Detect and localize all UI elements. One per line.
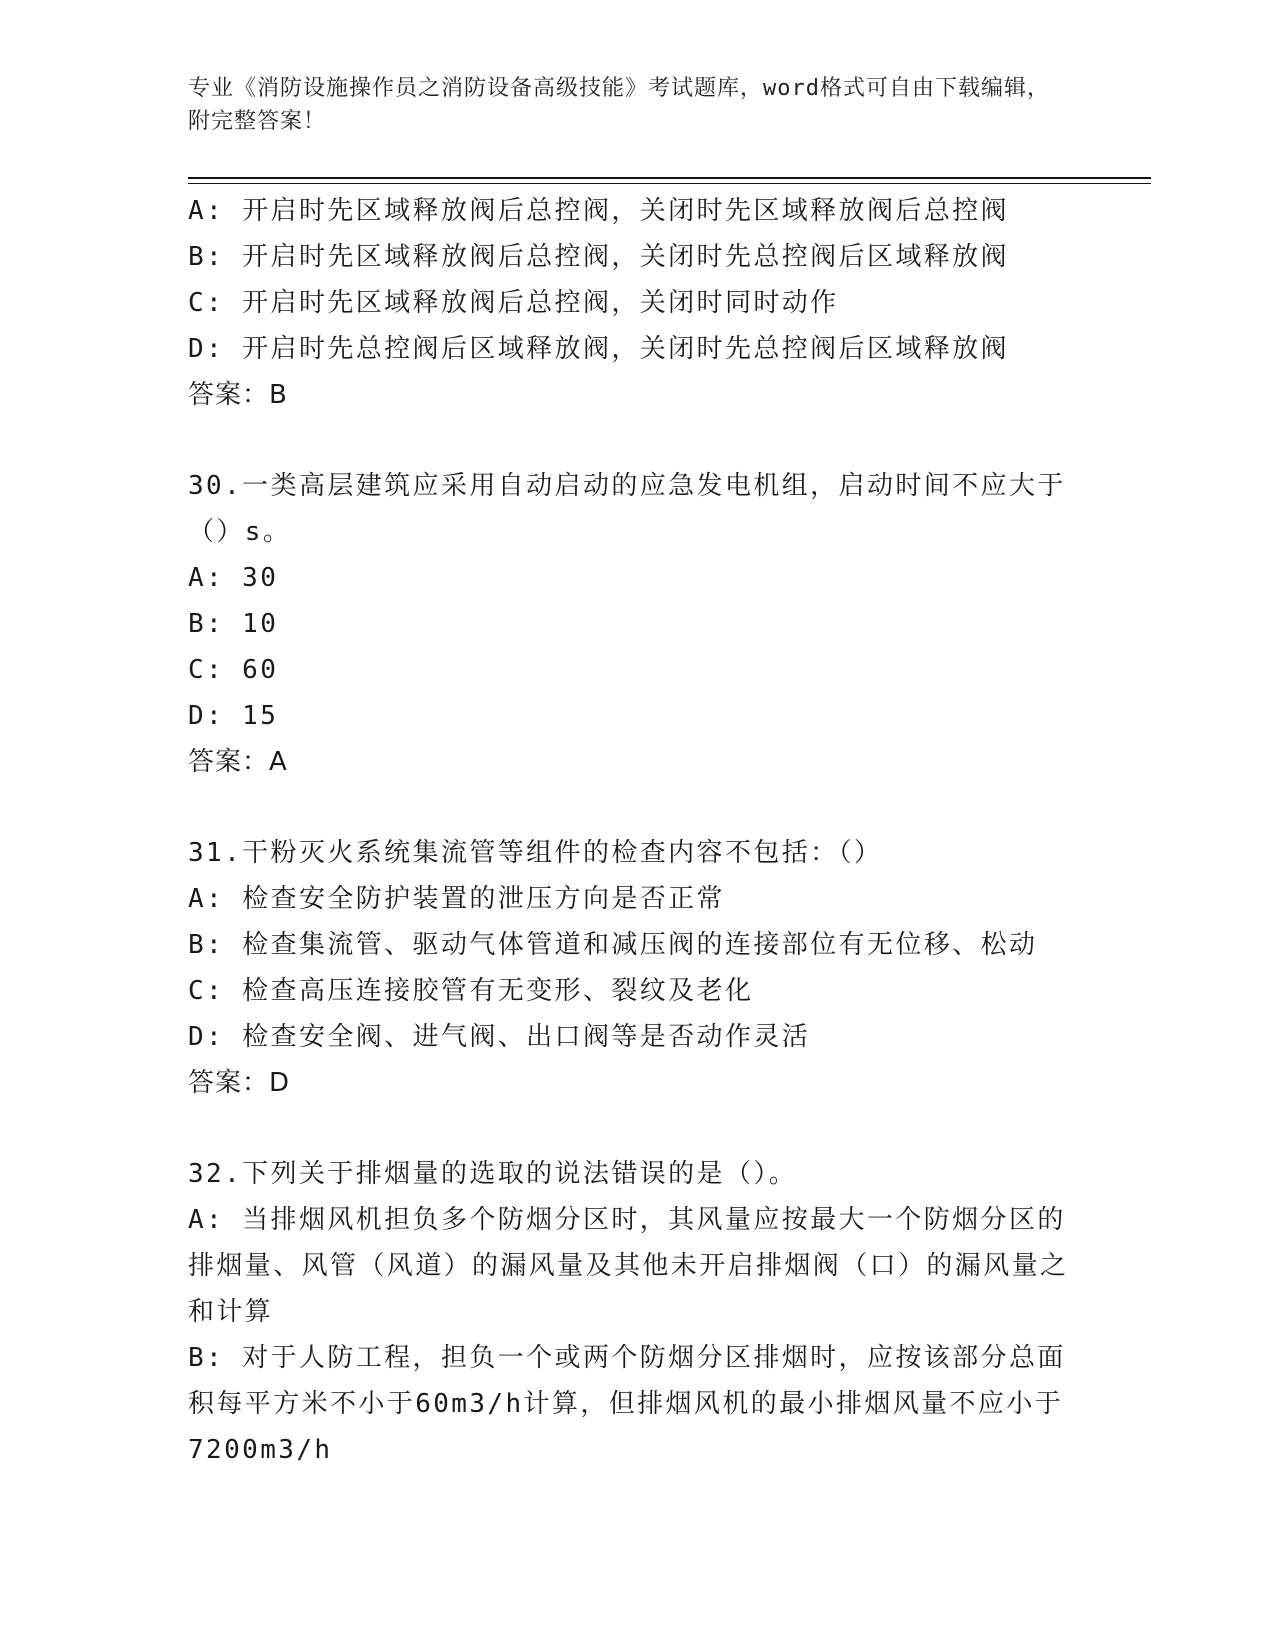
option-c: C: 检查高压连接胶管有无变形、裂纹及老化 [188,976,754,1006]
answer-label: 答案：A [188,747,288,777]
question-text: 30.一类高层建筑应采用自动启动的应急发电机组，启动时间不应大于（）s。 [188,471,1066,547]
header-divider-thick [188,177,1151,179]
option-a: A: 检查安全防护装置的泄压方向是否正常 [188,884,725,914]
option-b: B: 对于人防工程，担负一个或两个防烟分区排烟时，应按该部分总面积每平方米不小于60m3/h计算，但排烟风机的最小排烟风量不应小于7200m3/h [188,1343,1066,1465]
option-a: A: 当排烟风机担负多个防烟分区时，其风量应按最大一个防烟分区的排烟量、风管（风道）的漏风量及其他未开启排烟阀（口）的漏风量之和计算 [188,1205,1069,1327]
question-text: 32.下列关于排烟量的选取的说法错误的是（）。 [188,1159,798,1189]
option-b: B: 开启时先区域释放阀后总控阀，关闭时先总控阀后区域释放阀 [188,242,1009,272]
option-a: A: 开启时先区域释放阀后总控阀，关闭时先区域释放阀后总控阀 [188,196,1009,226]
option-d: D: 检查安全阀、进气阀、出口阀等是否动作灵活 [188,1022,811,1052]
option-b: B: 10 [188,609,279,639]
option-d: D: 15 [188,701,279,731]
question-29-block [188,188,1078,418]
question-text: 31.干粉灭火系统集流管等组件的检查内容不包括：（） [188,838,883,868]
question-31-block [188,830,1078,1106]
option-a: A: 30 [188,563,279,593]
question-32-block [188,1151,1078,1473]
question-list [188,188,1078,1518]
answer-label: 答案：B [188,380,288,410]
option-d: D: 开启时先总控阀后区域释放阀，关闭时先总控阀后区域释放阀 [188,334,1009,364]
option-b: B: 检查集流管、驱动气体管道和减压阀的连接部位有无位移、松动 [188,930,1038,960]
option-c: C: 开启时先区域释放阀后总控阀，关闭时同时动作 [188,288,839,318]
answer-label: 答案：D [188,1068,291,1098]
document-header: 专业《消防设施操作员之消防设备高级技能》考试题库，word格式可自由下载编辑，附完整答案！ [188,76,1050,134]
option-c: C: 60 [188,655,279,685]
question-30-block [188,463,1078,785]
header-divider-thin [188,183,1151,184]
